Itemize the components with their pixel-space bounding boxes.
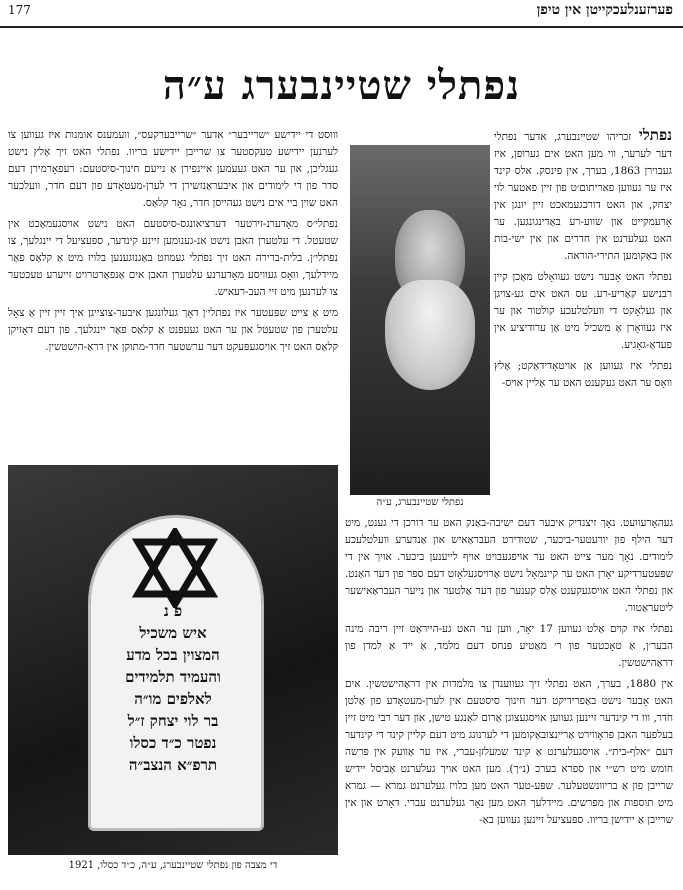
inscription-line: בר לוי יצחק ז״ל	[127, 712, 219, 730]
inscription-line: המצוין בכל מדע	[126, 646, 220, 664]
paragraph: נפתלי איז געווען אַן אויטאָדידאַקט; אַלץ וואָס ער האט געקענט האט ער אַליין אויס-	[494, 360, 672, 389]
left-column	[8, 127, 338, 360]
paragraph: מיט אַ צייט שפּעטער איז נפתלי׳ן דאָך געלונגען איבער-צוצייגן איך זיין זיין אַ צאָל עלטערן פון שטעטל און ער האט געעפנט אַ קלאַס פאַר יינגלעך. פון דעם דאָזיקן קלאַס האט זיך אויסגעפּעקט דער ערשטער חדר-מתוקן אין דראַ-הישטשין.	[8, 307, 338, 353]
tombstone-inscription	[92, 600, 254, 776]
portrait-beard	[385, 280, 475, 390]
tombstone-caption: די מצבה פון נפתלי שטיינבערג, ע״ה, כ״ד כסלו, 1921	[68, 860, 278, 871]
inscription-line: נפטר כ״ד כסלו	[129, 734, 217, 752]
paragraph: נפתלי איז קוים אַלט געווען 17 יאָר, ווען ער האט גע-הייראַט זיין ריבה מינה הבער׳ן, אַ טאָכטער פון ר׳ מאַטיע פּנחס דעם מלמד, אַ ייד אַ למדן פון דראַהישטשין.	[345, 623, 673, 669]
paragraph: אין 1880, בערך, האט נפתלי זיך געווענדן צו מלמדות אין דראַהישטשין. אים האט אָבער נישט באַפרידיקט דער חינוך סיסטעם אין לערן-מעטאָדע פון אַלטן חדר, ווו די קינדער זיינען געווען אויסגעצוגן אַרום לאַנגע טישן, און דער רבי מיט זיין בעלפער האבן פּראָווירט אַריינצובאַקומען די לערנונג מיט דעם קליין קינד די קינדער דעם ״אלף-בית״. אויסגעלערנט אַ קינד שמעלזן-עברי, איז ער אַוועק אין פּרשה חומש מיט רש״י און ספרא בערכ (נ״ך). מען האט אויך געלערנט אַביסל יידיש שרייבן פון אַ בריוונשטעלער. שפּע-טער האט מען בלויז געלערנט גמרא — גמרא מיט תוספות און מפרשים. מיידלעך האט מען נאָר געלערנט עברי. דאָרט און אין שרייבן אַ יידישן בריוו. ספּעציעל זיינען געווען באַ-	[345, 678, 673, 826]
bottom-column	[345, 515, 673, 833]
portrait-caption: נפתלי שטיינבערג, ע״ה	[376, 497, 464, 508]
inscription-line: פ נ	[163, 602, 183, 620]
page-number: 177	[8, 3, 31, 17]
paragraph: געהאָרעוועט. נאָך זיצנדיק איבער דעם ישיבה-באַנק האט ער דורכן די גענט, מיט דער הילף פון יורעטער-ביכער, שטודירט העבראַאיש און אַנדערע וועלטלעכע לימודים. נאָך מער צייט האט ער אויפגעבויט אויף לייענען ביכער. אויך אין די שפּעטערדיקע יאָרן האט ער קיינמאָל נישט אַרויסגעלאָזט דעם ספר פון דער האַנט. און נפתלי האט אויסגעקענט אַלס קענער פון דער אַלטער און נייער העבראַאישער ליטעראַטור.	[345, 517, 673, 614]
inscription-line: תרפ״א הנצב״ה	[128, 756, 218, 774]
lead-word: נפתלי	[638, 126, 672, 144]
page-header	[0, 0, 683, 28]
running-title: פערזענלעכקייטן אין טיפן	[536, 2, 673, 18]
right-column	[494, 127, 672, 396]
star-of-david-icon	[130, 528, 220, 608]
inscription-line: איש משכיל	[139, 624, 207, 642]
inscription-line: והעמיד תלמידים	[125, 668, 221, 686]
inscription-line: לאלפים מו״ה	[134, 690, 212, 708]
article-title: נפתלי שטיינבערג ע״ה	[162, 62, 521, 109]
paragraph: וווסט די יידישע ״שרייבער״ אדער ״שרייבערקעס״, וועמענס אומנות איז געווען צו לערנען יידישע טעקסטער צו שרייבן יידישע בריוו. נפתלי האט זיך אַלץ נישט געגליכן, און ער האט געעמען איינפירן אַ נייעם חינוך-סיסטעם: רעפאָרמירן דעם סדר פון די לימודים און איבעראַנזשירן די לערן-מעטאָדע פון דעם חדר, וועלכער האט שוין ביי אים נישט געהייסן חדר, נאָר קלאַס.	[8, 129, 338, 209]
paragraph: נפתלי האט אָבער נישט געוואָלט מאַכן קיין רבנישע קאַריע-רע. עס האט אים גע-צויגן און געלאָקט די וועלטלעכע קולטור און ער איז געוואָרן אַ משכיל מיט אַן ערודיציע אין פעדאַ-גאָגיע.	[494, 271, 672, 351]
paragraph: נפתלי׳ס מאָדערנ-זירטער דערציאונגס-סיסטעם האט נישט אויסגעמאַכט אין שטעטל. די עלטערן האבן נישט אנ-גענומען זיינע קינדער, ספּעציעל די יינגלעך, צו נפתלי׳ן. בלית-ברירה האט זיך נפתלי געמוזט באַגנוגענען בלויז מיט אַ קלאַס פאַר מיידלעך, וואָס געוויסע מאָדערנע עלטערן האבן אים אַנפאַרטרויט זייערע טעכטער צו לערנען מיט זיי העב-רעאיש.	[8, 218, 338, 298]
paragraph: נפתלי זכריהו שטיינבערג, אדער נפתלי דער לערער, ווי מען האט אים גערופן, איז געבוירן 1863, בערך, אין פינסק. אלס קינד איז ער געווען פאריתום׳ט פון זיין פאטער לוי יצחק, און האט דורכגעמאכט זיין יונגן אין אָרעמקייט און שווע-רע באַדינגונגען. ער האט געלערנט אין חדרים און אין ישי-בות און באַקומען התירי-הוראה.	[494, 126, 672, 262]
